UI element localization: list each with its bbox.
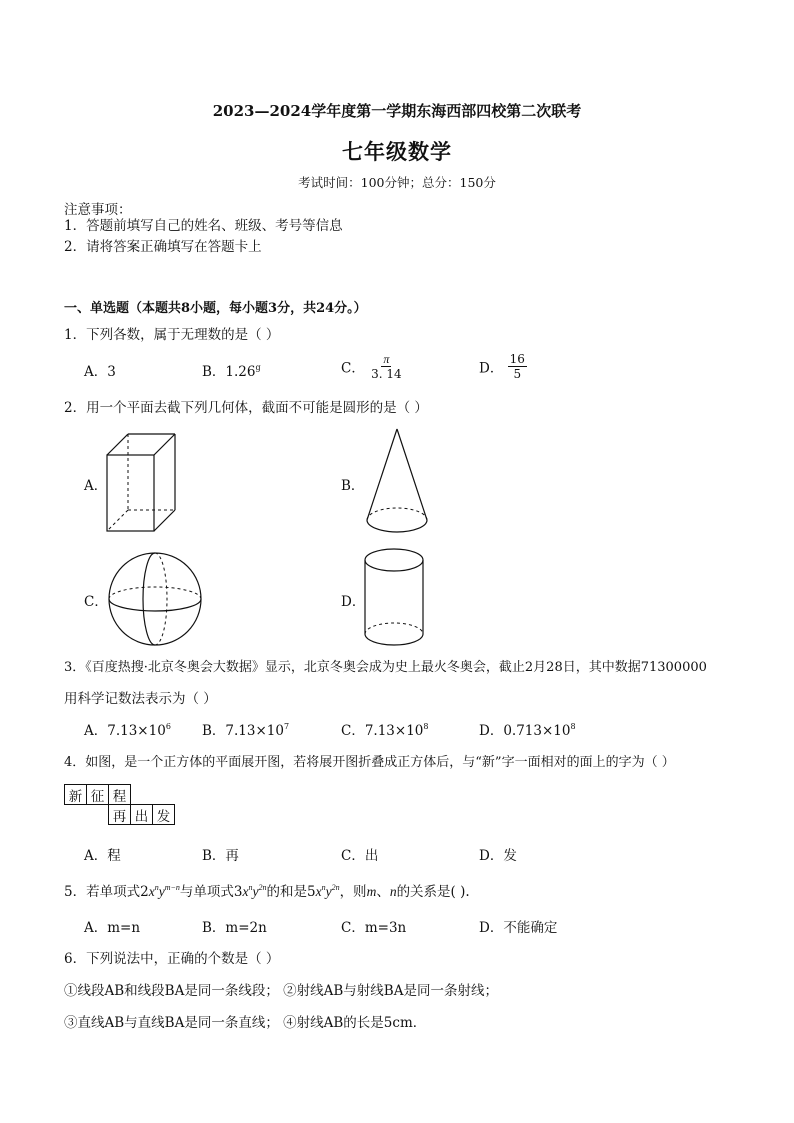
q3-stem-line-1: 3．《百度热搜·北京冬奥会大数据》显示，北京冬奥会成为史上最火冬奥会，截止2月28日，其中数据71300000: [64, 660, 707, 675]
q3-stem-line-2: 用科学记数法表示为（ ）: [64, 691, 217, 707]
q5-option-b: B．m=2n: [202, 920, 267, 936]
q2-stem: 2．用一个平面去截下列几何体，截面不可能是圆形的是（ ）: [64, 400, 428, 416]
repeating-dot-mark: g: [255, 363, 261, 372]
q3-option-d: D．$0.713\times 10^8$: [479, 722, 576, 739]
net-cell: 新: [64, 784, 87, 805]
q1-option-c-fraction: $\frac{\pi}{3. 14}$: [371, 352, 402, 381]
notice-heading: 注意事项：: [64, 202, 132, 218]
net-cell: 征: [86, 784, 109, 805]
cuboid-figure: [106, 433, 176, 533]
section-1-heading: 一、单选题（本题共8小题，每小题3分，共24分。）: [64, 301, 367, 316]
exam-time-info: 考试时间：100分钟；总分：150分: [298, 175, 496, 190]
q5-option-d: D．不能确定: [479, 920, 558, 936]
cylinder-figure: [364, 548, 424, 648]
q5-option-c: C．m=3n: [341, 920, 407, 936]
subject-title: 七年级数学: [342, 139, 452, 164]
q1-stem: 1．下列各数，属于无理数的是（ ）: [64, 327, 280, 343]
q4-option-c: C．出: [341, 848, 379, 864]
q2-option-a-label: A．: [84, 478, 108, 494]
q5-option-a: A．m=n: [84, 920, 141, 936]
q6-statement-line-1: ①线段AB和线段BA是同一条线段； ②射线AB与射线BA是同一条射线；: [64, 983, 498, 999]
q2-option-b-label: B．: [341, 478, 365, 494]
q3-option-c: C．$7.13\times 10^8$: [341, 722, 429, 739]
q1-option-a: A．3: [84, 364, 116, 380]
q1-option-b: B．1.26$^g$: [202, 363, 261, 380]
q4-option-b: B．再: [202, 848, 239, 864]
q3-option-b: B．$7.13\times 10^7$: [202, 722, 290, 739]
q6-stem: 6．下列说法中，正确的个数是（ ）: [64, 951, 280, 967]
q2-option-c-label: C．: [84, 594, 108, 610]
exam-title: 2023—2024学年度第一学期东海西部四校第二次联考: [212, 102, 582, 120]
q1-option-d-fraction: $\frac{16}{5}$: [509, 352, 525, 381]
cone-figure: [366, 428, 428, 536]
q4-stem: 4．如图，是一个正方体的平面展开图，若将展开图折叠成正方体后，与“新”字一面相对的面上的字为（ ）: [64, 755, 675, 770]
notice-item-1: 1．答题前填写自己的姓名、班级、考号等信息: [64, 218, 343, 234]
q1-option-c: C． $\frac{\pi}{3. 14}$: [341, 352, 402, 381]
net-cell: 出: [130, 804, 153, 825]
notice-item-2: 2．请将答案正确填写在答题卡上: [64, 239, 262, 255]
q5-stem: 5．若单项式$2x^ny^{m-n}$与单项式$3x^ny^{2n}$的和是$5x^ny^{2n}$，则m、n的关系是( ).: [64, 883, 470, 900]
q6-statement-line-2: ③直线AB与直线BA是同一条直线； ④射线AB的长是5cm．: [64, 1015, 427, 1031]
sphere-figure: [107, 551, 203, 647]
q2-option-d-label: D．: [341, 594, 366, 610]
net-cell: 再: [108, 804, 131, 825]
q4-option-d: D．发: [479, 848, 517, 864]
q3-option-a: A．$7.13\times 10^6$: [84, 722, 171, 739]
net-cell: 程: [108, 784, 131, 805]
q4-option-a: A．程: [84, 848, 121, 864]
q1-option-d: D． $\frac{16}{5}$: [479, 352, 525, 381]
net-cell: 发: [152, 804, 175, 825]
